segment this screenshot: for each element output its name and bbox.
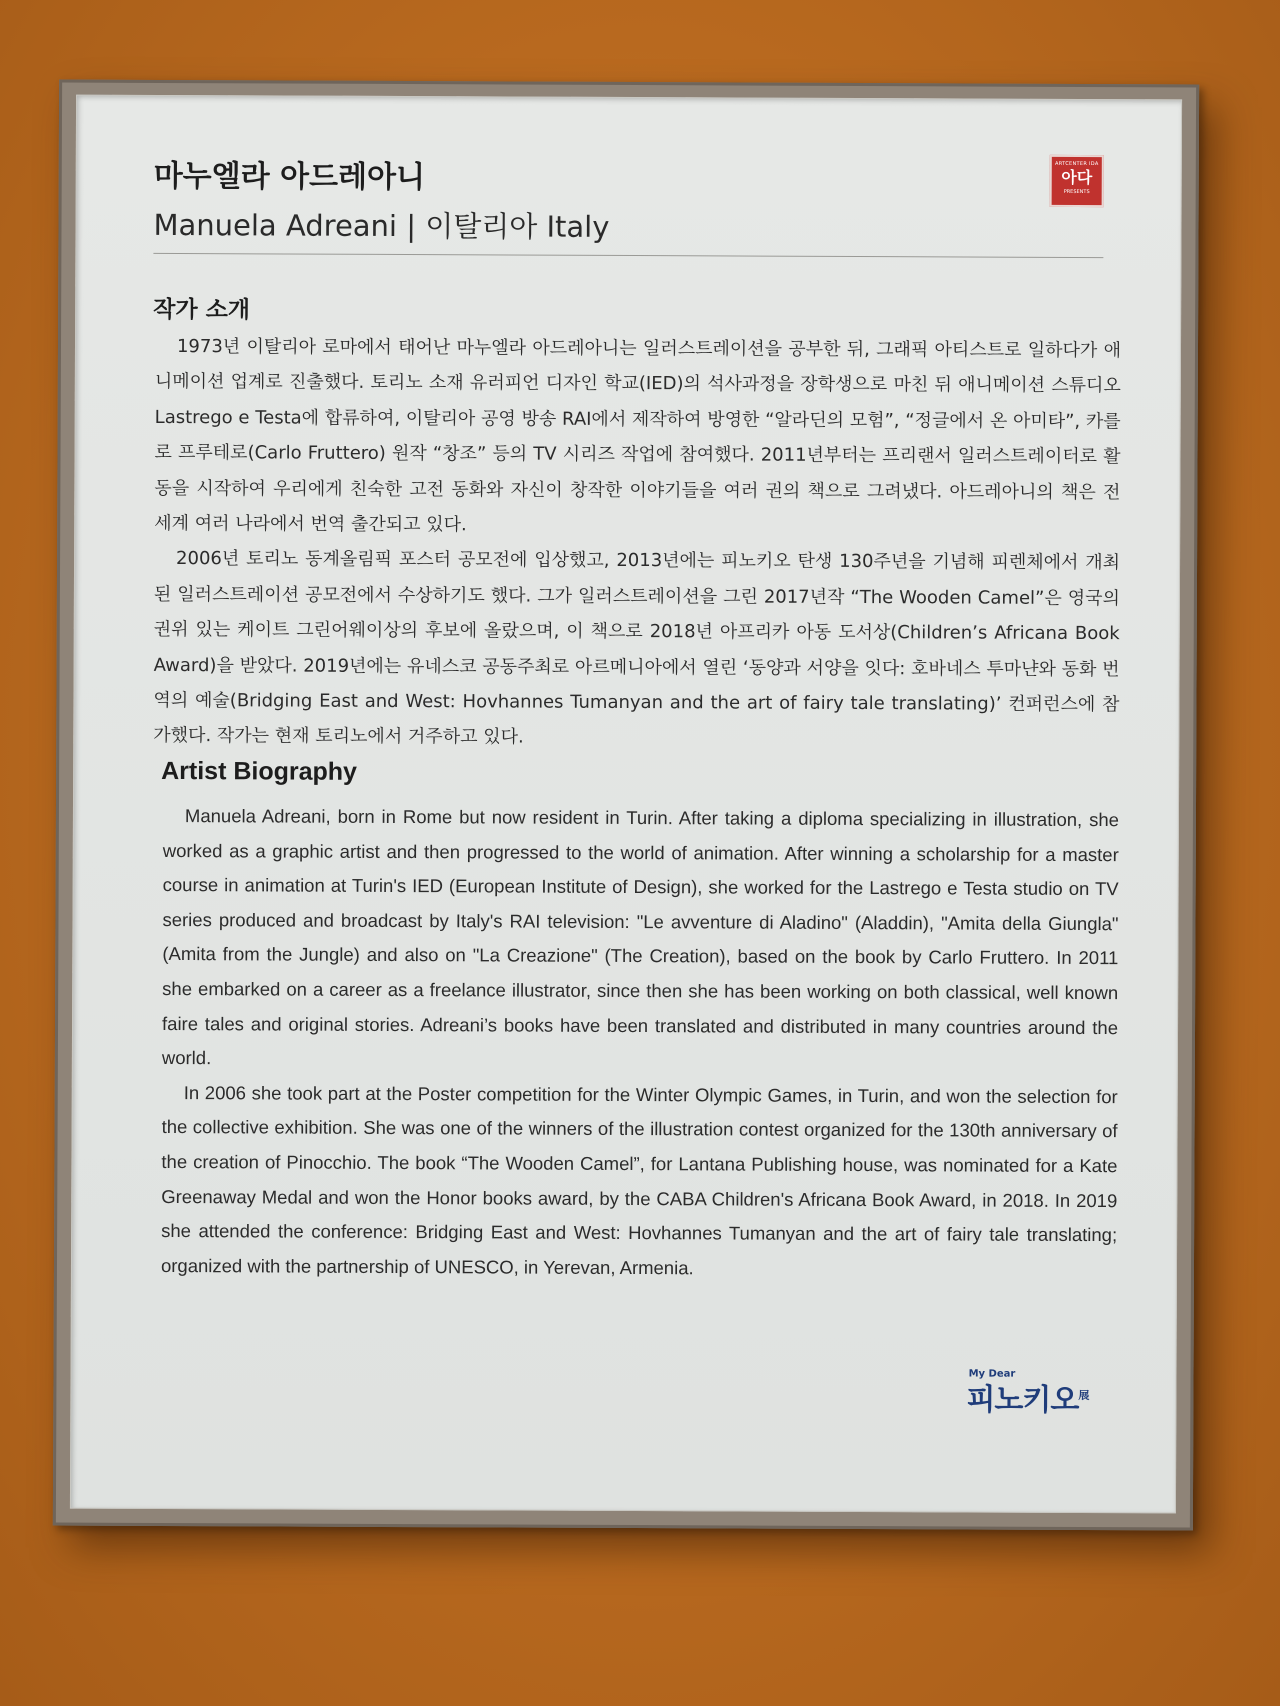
info-panel — [70, 95, 1182, 1514]
logo-title: 피노키오 — [966, 1382, 1079, 1418]
english-paragraph-2: In 2006 she took part at the Poster competition for the Winter Olympic Games, in Turin, and won the selection for the collective exhibition. She was one of the winners of the illustration contest organized for the 130th anniversary of the creation of Pinocchio. The book “The Wooden Camel”, for Lantana Publishing house, was nominated for a Kate Greenaway Medal and won the Honor books award, by the CABA Children's Africana Book Award, in 2018. In 2019 she attended the conference: Bridging East and West: Hovhannes Tumanyan and the art of fairy tale translating; organized with the partnership of UNESCO, in Yerevan, Armenia. — [160, 1081, 1118, 1279]
english-biography — [161, 799, 1119, 1287]
logo-suffix: 展 — [1078, 1388, 1089, 1403]
header-divider — [153, 253, 1103, 258]
korean-heading: 작가 소개 — [153, 296, 251, 324]
korean-paragraph-1: 1973년 이탈리아 로마에서 태어난 마누엘라 아드레아니는 일러스트레이션을 공부한 뒤, 그래픽 아티스트로 일하다가 애니메이션 업계로 진출했다. 토리노 소재 유러피언 디자인 학교(IED)의 석사과정을 장학생으로 마친 뒤 애니메이션 스튜디오 Lastrego e Testa에 합류하여, 이탈리아 공영 방송 RAI에서 제작하여 방영한 “알라딘의 모험”, “정글에서 온 아미타”, 카를로 프루테로(Carlo Fruttero) 원작 “창조” 등의 TV 시리즈 작업에 참여했다. 2011년부터는 프리랜서 일러스트레이터로 활동을 시작하여 우리에게 친숙한 고전 동화와 자신이 창작한 이야기들을 여러 권의 책으로 그려냈다. 아드레아니의 책은 전 세계 여러 나라에서 번역 출간되고 있다. — [154, 336, 1122, 536]
english-paragraph-1: Manuela Adreani, born in Rome but now resident in Turin. After taking a diploma specializing in illustration, she worked as a graphic artist and then progressed to the world of animation. After winning a scholarship for a master course in animation at Turin's IED (European Institute of Design), she worked for the Lastrego e Testa studio on TV series produced and broadcast by Italy's RAI television: "Le avventure di Aladino" (Aladdin), "Amita della Giungla" (Amita from the Jungle) and also on "La Creazione" (The Creation), based on the book by Carlo Fruttero. In 2011 she embarked on a career as a freelance illustrator, since then she has been working on both classical, well known faire tales and original stories. Adreani’s books have been translated and distributed in many countries around the world. — [161, 805, 1119, 1069]
exhibition-logo — [966, 1368, 1088, 1417]
badge-mark: 아다 — [1061, 167, 1093, 188]
artist-name-korean: 마누엘라 아드레아니 — [153, 158, 426, 196]
badge-bottom-text: PRESENTS — [1063, 188, 1090, 196]
korean-paragraph-2: 2006년 토리노 동계올림픽 포스터 공모전에 입상했고, 2013년에는 피노키오 탄생 130주년을 기념해 피렌체에서 개최된 일러스트레이션 공모전에서 수상하기도 했다. 그가 일러스트레이션을 그린 2017년작 “The Wooden Camel”은 영국의 권위 있는 케이트 그린어웨이상의 후보에 올랐으며, 이 책으로 2018년 아프리카 아동 도서상(Children’s Africana Book Award)을 받았다. 2019년에는 유네스코 공동주최로 아르메니아에서 열린 ‘동양과 서양을 잇다: 호바네스 투마냔와 동화 번역의 예술(Bridging East and West: Hovhannes Tumanyan and the art of fairy tale translating)’ 컨퍼런스에 참가했다. 작가는 현재 토리노에서 거주하고 있다. — [153, 548, 1121, 749]
english-heading: Artist Biography — [161, 756, 358, 786]
korean-biography — [153, 329, 1121, 758]
badge-top-text: ARTCENTER IDA — [1055, 160, 1099, 168]
picture-frame — [53, 80, 1199, 1531]
logo-small-text: My Dear — [968, 1368, 1016, 1380]
logo-main-text — [966, 1379, 1088, 1417]
artist-name-subtitle: Manuela Adreani | 이탈리아 Italy — [153, 207, 610, 244]
artcenter-badge-logo — [1050, 155, 1104, 207]
